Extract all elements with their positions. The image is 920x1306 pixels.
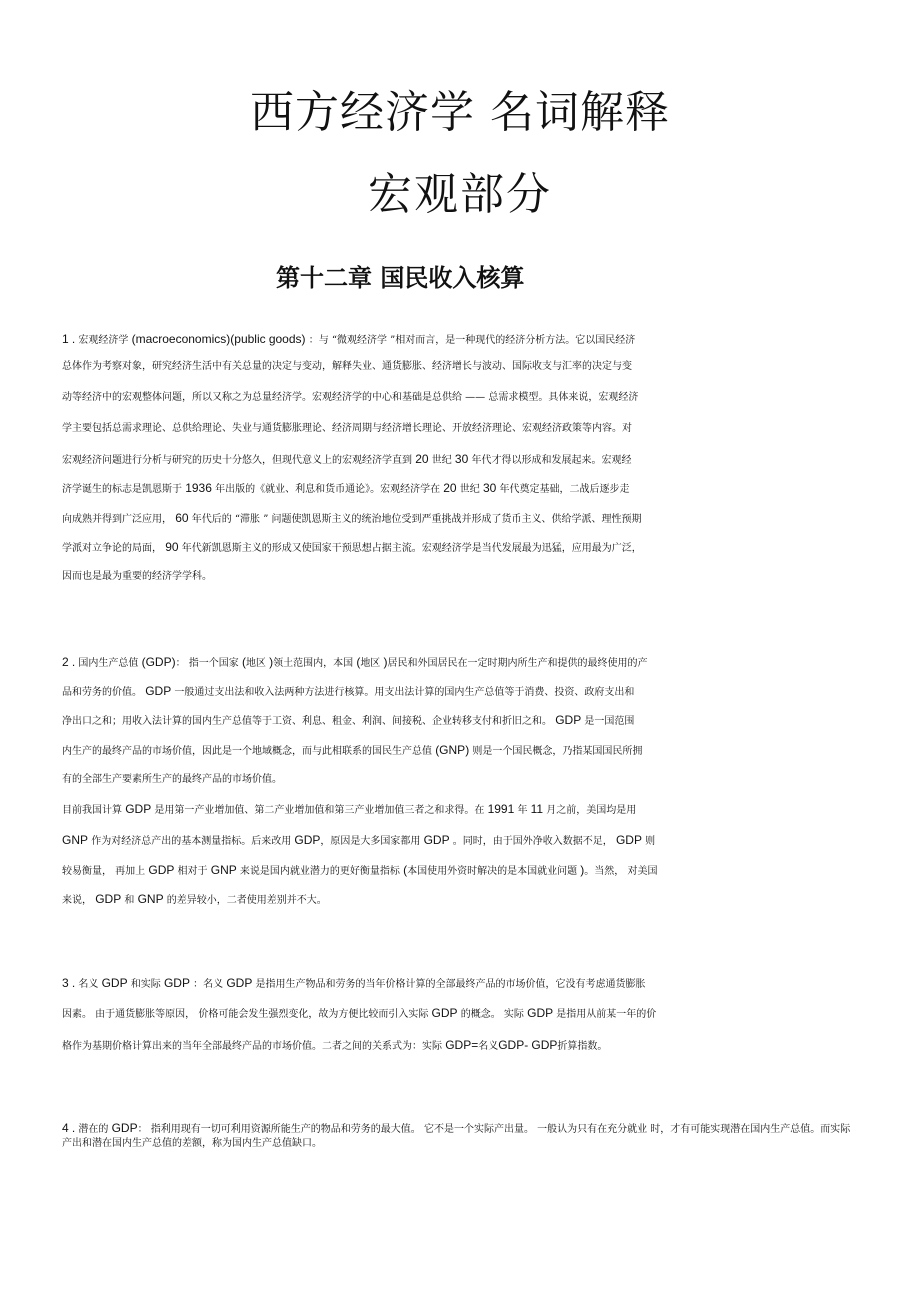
entry-2-line: 目前我国计算 GDP 是用第一产业增加值、第二产业增加值和第三产业增加值三者之和求得。在 1991 年 11 月之前，美国均是用: [62, 802, 637, 816]
entry-1-line: 总体作为考察对象，研究经济生活中有关总量的决定与变动，解释失业、通货膨胀、经济增长与波动、国际收支与汇率的决定与变: [62, 361, 632, 372]
entry-3-line: 格作为基期价格计算出来的当年全部最终产品的市场价值。二者之间的关系式为：实际 GDP=名义GDP- GDP折算指数。: [62, 1038, 608, 1052]
entry-4-paragraph: 4 . 潜在的 GDP： 指利用现有一切可利用资源所能生产的物品和劳务的最大值。 它不是一个实际产出量。 一般认为只有在充分就业 时，才有可能实现潜在国内生产总值。而实际产出和潜在国内生产总值的差额，称为国内生产总值缺口。: [62, 1121, 851, 1149]
document-subtitle: 宏观部分: [368, 169, 552, 220]
entry-2-line: 2 . 国内生产总值 (GDP)： 指一个国家 (地区 )领土范围内，本国 (地区 )居民和外国居民在一定时期内所生产和提供的最终使用的产: [62, 655, 648, 669]
entry-2-line: 净出口之和；用收入法计算的国内生产总值等于工资、利息、租金、利润、间接税、企业转移支付和折旧之和。 GDP 是一国范围: [62, 713, 635, 727]
entry-1-line: 因而也是最为重要的经济学学科。: [62, 571, 212, 582]
entry-1-line: 向成熟并得到广泛应用， 60 年代后的 “滞胀 ” 问题使凯恩斯主义的统治地位受到严重挑战并形成了货币主义、供给学派、理性预期: [62, 511, 642, 525]
entry-1-line: 动等经济中的宏观整体问题，所以又称之为总量经济学。宏观经济学的中心和基础是总供给 —— 总需求模型。具体来说，宏观经济: [62, 392, 639, 403]
entry-2-line: GNP 作为对经济总产出的基本测量指标。后来改用 GDP，原因是大多国家都用 GDP 。同时，由于国外净收入数据不足， GDP 则: [62, 833, 656, 847]
entry-2-line: 品和劳务的价值。 GDP 一般通过支出法和收入法两种方法进行核算。用支出法计算的国内生产总值等于消费、投资、政府支出和: [62, 684, 635, 698]
entry-1-line: 学主要包括总需求理论、总供给理论、失业与通货膨胀理论、经济周期与经济增长理论、开放经济理论、宏观经济政策等内容。对: [62, 423, 632, 434]
entry-3-line: 3 . 名义 GDP 和实际 GDP ：名义 GDP 是指用生产物品和劳务的当年价格计算的全部最终产品的市场价值，它没有考虑通货膨胀: [62, 976, 646, 990]
entry-1-line: 1 . 宏观经济学 (macroeconomics)(public goods) ：与 “微观经济学 ”相对而言，是一种现代的经济分析方法。它以国民经济: [62, 332, 636, 346]
chapter-heading: 第十二章 国民收入核算: [276, 264, 525, 292]
entry-2-line: 内生产的最终产品的市场价值，因此是一个地域概念，而与此相联系的国民生产总值 (GNP) 则是一个国民概念，乃指某国国民所拥: [62, 743, 643, 757]
entry-1-line: 学派对立争论的局面， 90 年代新凯恩斯主义的形成又使国家干预思想占据主流。宏观经济学是当代发展最为迅猛，应用最为广泛，: [62, 540, 642, 554]
entry-2-line: 有的全部生产要素所生产的最终产品的市场价值。: [62, 774, 282, 785]
entry-3-line: 因素。 由于通货膨胀等原因， 价格可能会发生强烈变化，故为方便比较而引入实际 GDP 的概念。 实际 GDP 是指用从前某一年的价: [62, 1006, 657, 1020]
document-title: 西方经济学 名词解释: [250, 87, 670, 138]
entry-2-line: 较易衡量， 再加上 GDP 相对于 GNP 来说是国内就业潜力的更好衡量指标 (本国使用外资时解决的是本国就业问题 )。当然， 对美国: [62, 863, 658, 877]
entry-1-line: 济学诞生的标志是凯恩斯于 1936 年出版的《就业、利息和货币通论》。宏观经济学在 20 世纪 30 年代奠定基础，二战后逐步走: [62, 481, 630, 495]
entry-2-line: 来说， GDP 和 GNP 的差异较小，二者使用差别并不大。: [62, 892, 327, 906]
entry-1-line: 宏观经济问题进行分析与研究的历史十分悠久，但现代意义上的宏观经济学直到 20 世纪 30 年代才得以形成和发展起来。宏观经: [62, 452, 632, 466]
